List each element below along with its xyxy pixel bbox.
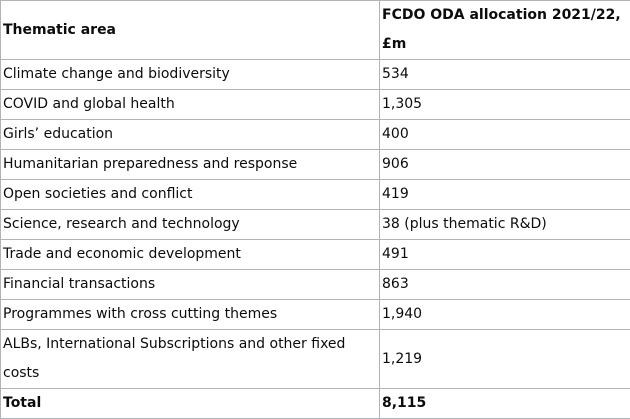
thematic-area-cell: Financial transactions xyxy=(1,270,380,300)
table-row xyxy=(1,90,630,120)
allocation-cell: 1,305 xyxy=(380,90,630,120)
allocation-cell: 863 xyxy=(380,270,630,300)
thematic-area-cell: Programmes with cross cutting themes xyxy=(1,300,380,330)
thematic-area-cell: Climate change and biodiversity xyxy=(1,60,380,90)
table-row xyxy=(1,330,630,389)
table-row xyxy=(1,150,630,180)
allocation-cell: 491 xyxy=(380,240,630,270)
allocation-cell: 1,940 xyxy=(380,300,630,330)
allocation-cell: 534 xyxy=(380,60,630,90)
thematic-area-cell: Trade and economic development xyxy=(1,240,380,270)
table-row xyxy=(1,60,630,90)
thematic-area-cell: Humanitarian preparedness and response xyxy=(1,150,380,180)
thematic-area-cell: COVID and global health xyxy=(1,90,380,120)
allocation-cell: 906 xyxy=(380,150,630,180)
table-row xyxy=(1,210,630,240)
table-row xyxy=(1,300,630,330)
thematic-area-cell: Girls’ education xyxy=(1,120,380,150)
total-row xyxy=(1,389,630,419)
total-label-cell: Total xyxy=(1,389,380,419)
table-row xyxy=(1,270,630,300)
allocation-cell: 1,219 xyxy=(380,330,630,389)
allocation-cell: 419 xyxy=(380,180,630,210)
table-row xyxy=(1,180,630,210)
table-row xyxy=(1,240,630,270)
total-value-cell: 8,115 xyxy=(380,389,630,419)
table-row xyxy=(1,120,630,150)
thematic-area-cell: ALBs, International Subscriptions and other fixed costs xyxy=(1,330,380,389)
table-header-row xyxy=(1,1,630,60)
column-header-allocation: FCDO ODA allocation 2021/22, £m xyxy=(380,1,630,60)
allocation-cell: 400 xyxy=(380,120,630,150)
thematic-area-cell: Science, research and technology xyxy=(1,210,380,240)
thematic-area-cell: Open societies and conflict xyxy=(1,180,380,210)
allocation-cell: 38 (plus thematic R&D) xyxy=(380,210,630,240)
column-header-thematic-area: Thematic area xyxy=(1,1,380,60)
